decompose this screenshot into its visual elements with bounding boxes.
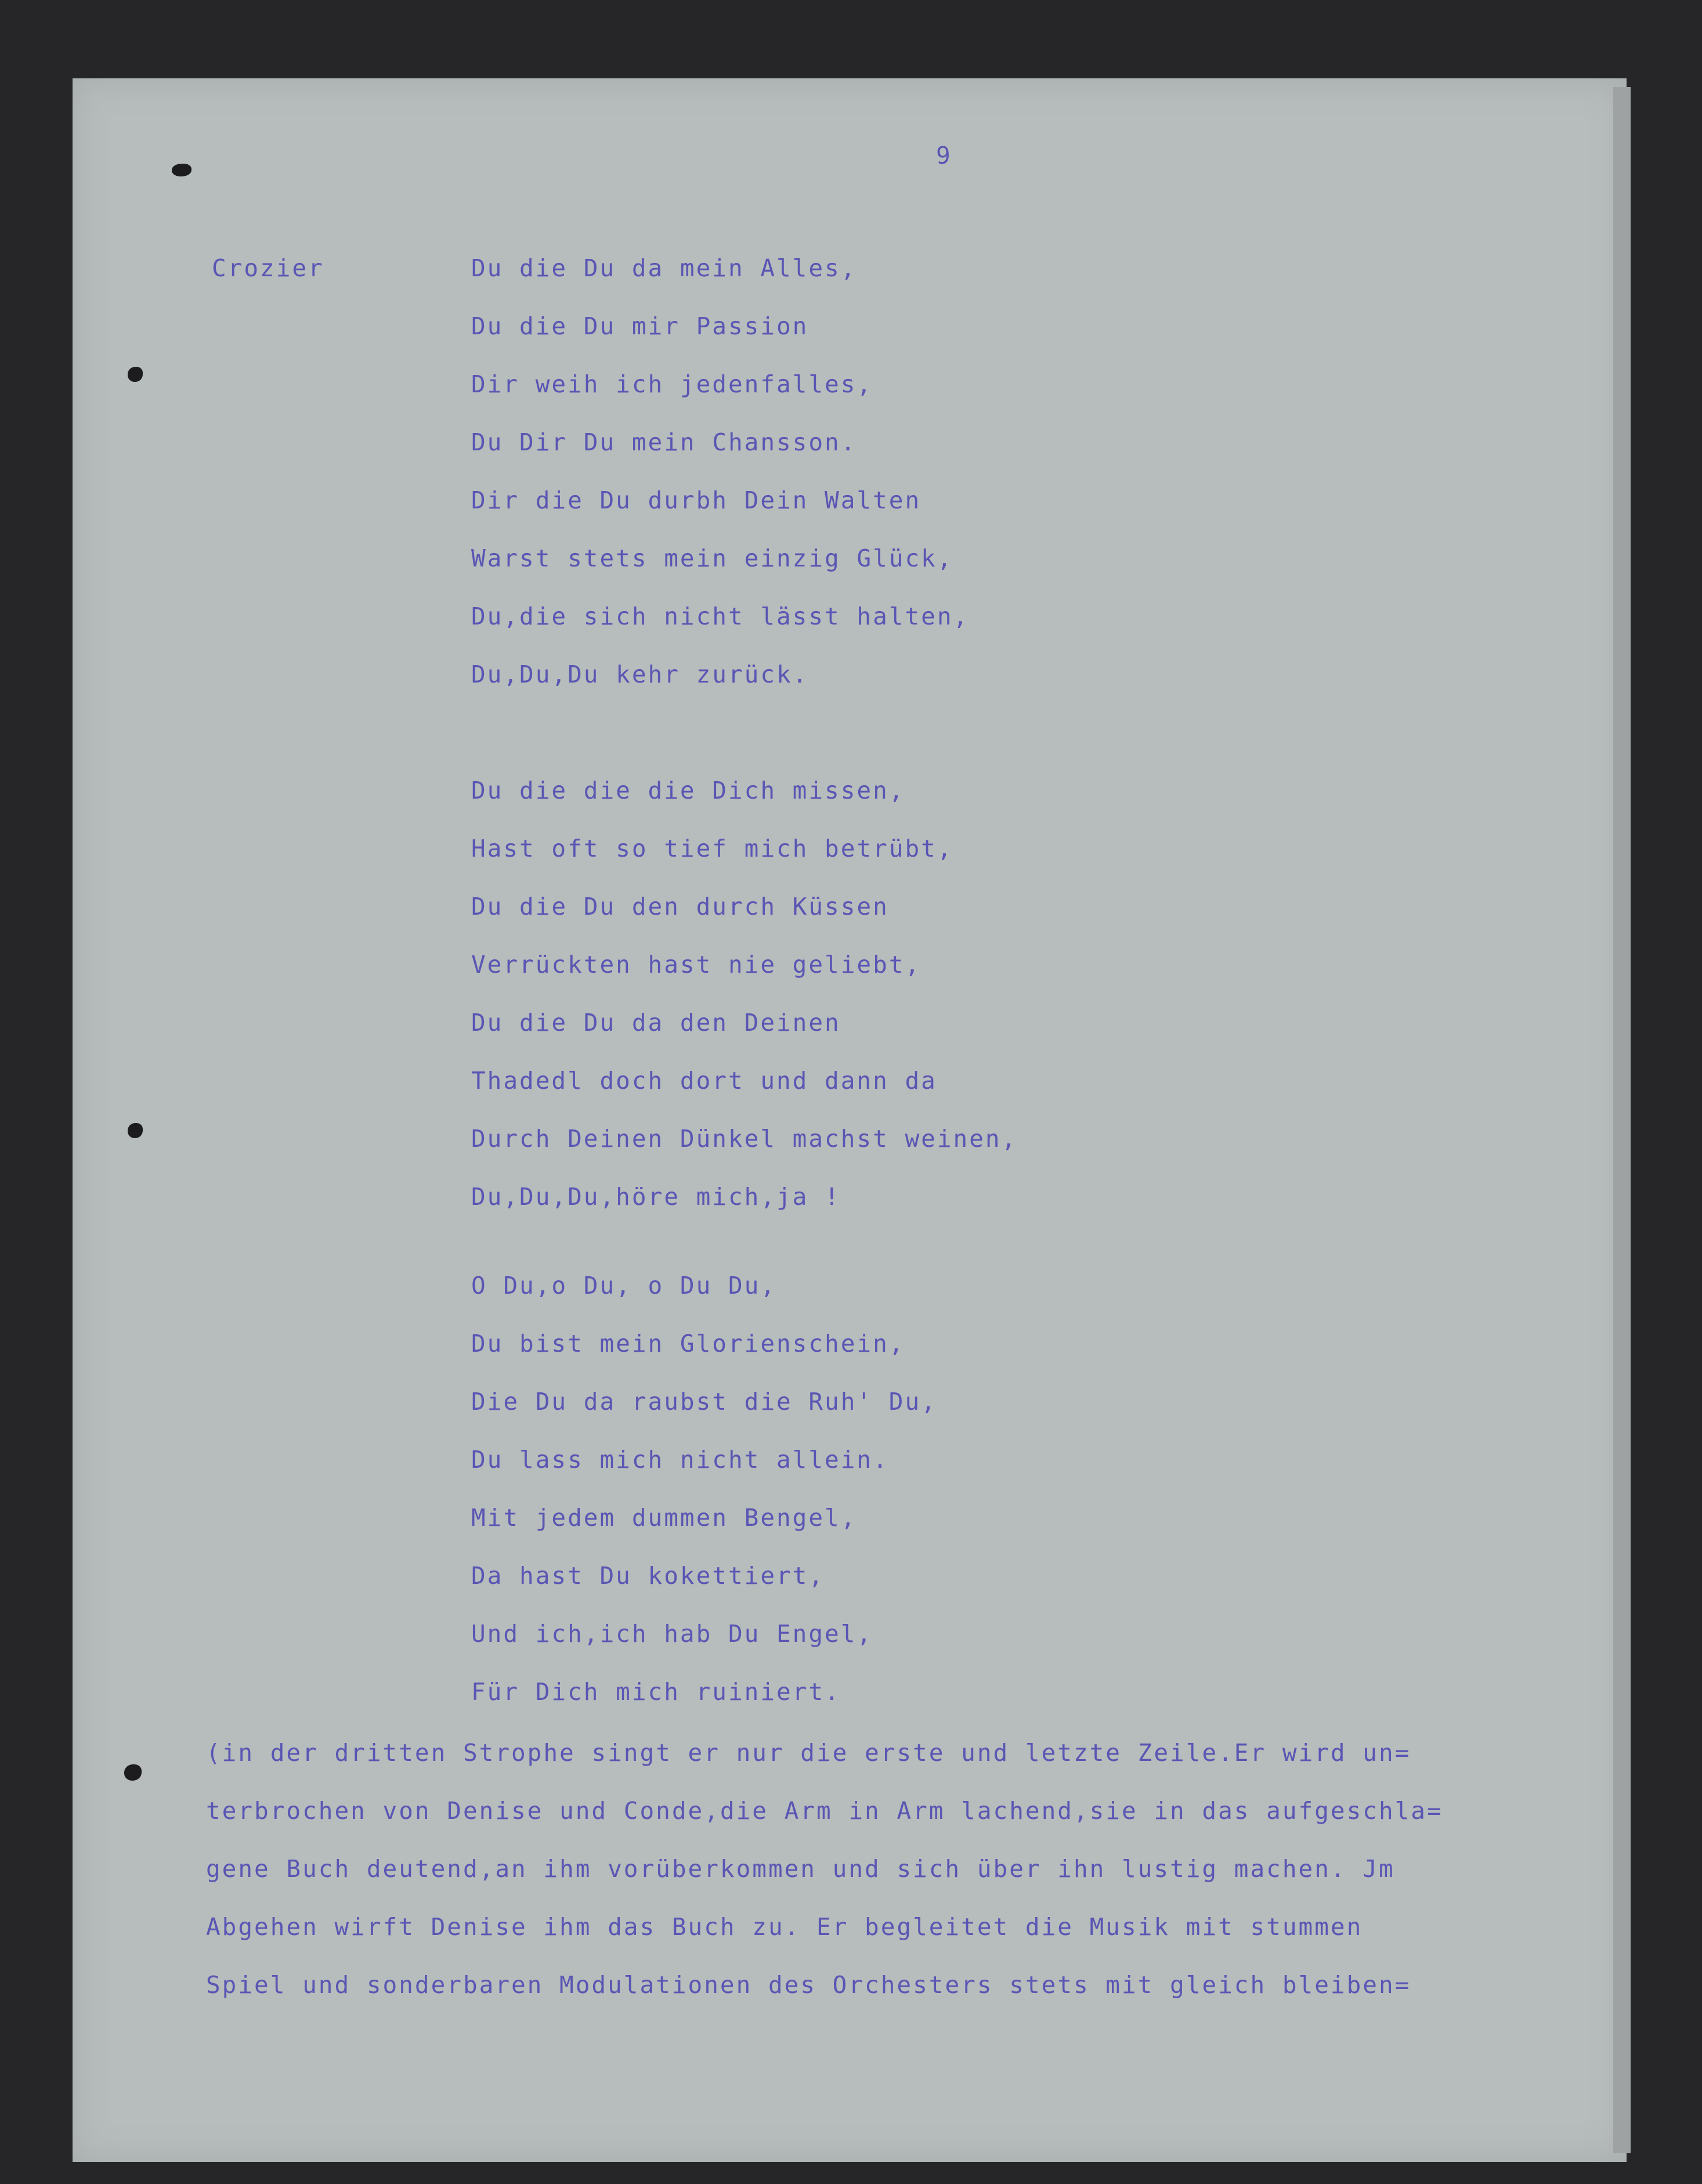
verse-line: Verrückten hast nie geliebt,: [471, 951, 922, 979]
verse-line: Du,die sich nicht lässt halten,: [471, 602, 970, 630]
verse-line: Du,Du,Du kehr zurück.: [471, 660, 809, 688]
verse-line: Die Du da raubst die Ruh' Du,: [471, 1388, 937, 1416]
stage-direction-line: Abgehen wirft Denise ihm das Buch zu. Er begleitet die Musik mit stummen: [206, 1913, 1363, 1941]
speaker-name: Crozier: [212, 254, 324, 282]
stage-direction-line: terbrochen von Denise und Conde,die Arm in Arm lachend,sie in das aufgeschla=: [206, 1797, 1443, 1825]
punch-hole: [124, 1764, 142, 1781]
verse-line: Du die Du mir Passion: [471, 312, 809, 340]
verse-line: Für Dich mich ruiniert.: [471, 1678, 841, 1706]
punch-hole: [128, 1123, 143, 1138]
verse-line: Du lass mich nicht allein.: [471, 1446, 889, 1474]
verse-line: Durch Deinen Dünkel machst weinen,: [471, 1125, 1018, 1153]
verse-line: Dir weih ich jedenfalles,: [471, 370, 873, 398]
verse-line: Da hast Du kokettiert,: [471, 1562, 825, 1590]
page-edge: [1613, 87, 1631, 2153]
verse-line: Mit jedem dummen Bengel,: [471, 1504, 857, 1532]
verse-line: Du Dir Du mein Chansson.: [471, 428, 857, 456]
punch-hole: [172, 164, 191, 176]
verse-line: Dir die Du durbh Dein Walten: [471, 486, 922, 514]
verse-line: Du die die die Dich missen,: [471, 777, 905, 804]
verse-line: Du,Du,Du,höre mich,ja !: [471, 1183, 841, 1211]
verse-line: O Du,o Du, o Du Du,: [471, 1272, 776, 1299]
verse-line: Thadedl doch dort und dann da: [471, 1067, 937, 1095]
verse-line: Du die Du den durch Küssen: [471, 893, 889, 920]
verse-line: Du bist mein Glorienschein,: [471, 1330, 905, 1358]
stage-direction-line: Spiel und sonderbaren Modulationen des Orchesters stets mit gleich bleiben=: [206, 1971, 1411, 1999]
verse-line: Warst stets mein einzig Glück,: [471, 544, 953, 572]
stage-direction-line: (in der dritten Strophe singt er nur die erste und letzte Zeile.Er wird un=: [206, 1739, 1411, 1767]
verse-line: Du die Du da mein Alles,: [471, 254, 857, 282]
page-number: 9: [936, 142, 952, 169]
stage-direction-line: gene Buch deutend,an ihm vorüberkommen und sich über ihn lustig machen. Jm: [206, 1855, 1395, 1883]
verse-line: Und ich,ich hab Du Engel,: [471, 1620, 873, 1648]
punch-hole: [128, 367, 143, 382]
verse-line: Hast oft so tief mich betrübt,: [471, 835, 953, 862]
verse-line: Du die Du da den Deinen: [471, 1009, 841, 1037]
